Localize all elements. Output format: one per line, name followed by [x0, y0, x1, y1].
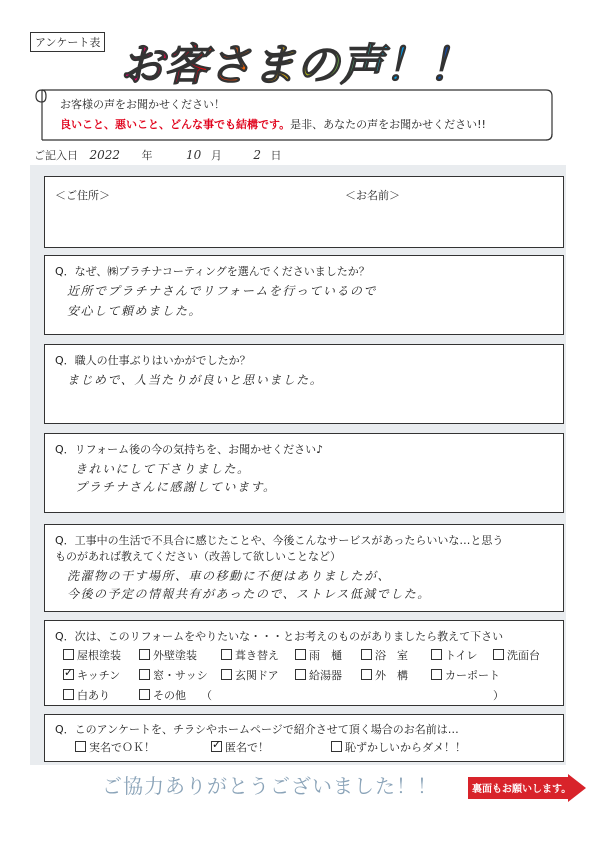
checkbox[interactable] [295, 649, 306, 660]
answer-line: プラチナさんに感謝しています。 [75, 480, 277, 494]
option-label: キッチン [77, 669, 121, 682]
question-box-2 [44, 344, 564, 424]
option-item[interactable] [431, 647, 477, 663]
question-text: Q．なぜ、㈱プラチナコーティングを選んでくださいましたか？ [55, 265, 370, 278]
checkbox-checked[interactable] [63, 669, 74, 680]
answer-line: 安心して頼めました。 [67, 304, 203, 318]
option-label: 恥ずかしいからダメ！！ [345, 741, 466, 754]
question-text: Q．このアンケートを、チラシやホームページで紹介させて頂く場合のお名前は… [55, 723, 459, 736]
date-month: 10 [186, 148, 202, 162]
answer-line: 今後の予定の情報共有があったので、ストレス低減でした。 [67, 587, 431, 601]
checkbox[interactable] [431, 649, 442, 660]
question-box-1 [44, 255, 564, 335]
option-label: 浴 室 [375, 649, 408, 662]
address-label: ＜ご住所＞ [55, 189, 110, 202]
option-item[interactable] [139, 687, 186, 703]
date-row [34, 147, 281, 163]
checkbox[interactable] [139, 689, 150, 700]
option-label: 白あり [77, 689, 110, 702]
info-box [44, 176, 564, 248]
date-day: 2 [253, 148, 261, 162]
checkbox[interactable] [75, 741, 86, 752]
intro-red-text: 良いこと、悪いこと、どんな事でも結構です。 [60, 118, 291, 131]
answer-line: まじめで、人当たりが良いと思いました。 [67, 373, 324, 387]
question-text: Q．工事中の生活で不具合に感じたことや、今後こんなサービスがあったらいいな…と思う [55, 534, 504, 547]
answer-line: 洗濯物の干す場所、車の移動に不便はありましたが、 [67, 569, 392, 583]
option-label: 匿名で！ [225, 741, 269, 754]
option-item[interactable] [139, 667, 208, 683]
publish-box [44, 714, 564, 762]
option-item[interactable] [431, 667, 500, 683]
option-label: 実名でＯＫ！ [89, 741, 155, 754]
option-label: カーポート [445, 669, 500, 682]
option-label: 玄関ドア [235, 669, 279, 682]
checkbox[interactable] [361, 669, 372, 680]
option-item[interactable] [361, 667, 408, 683]
back-label: 裏面もお願いします。 [472, 784, 572, 795]
option-item[interactable] [63, 687, 110, 703]
checkbox[interactable] [221, 649, 232, 660]
question-text: Q．次は、このリフォームをやりたいな・・・とお考えのものがありましたら教えて下さい [55, 630, 504, 643]
checkbox[interactable] [331, 741, 342, 752]
question-text: Q．職人の仕事ぶりはいかがでしたか？ [55, 354, 251, 367]
option-item[interactable] [331, 739, 466, 755]
option-label: 外 構 [375, 669, 408, 682]
answer-line: きれいにして下さりました。 [75, 462, 251, 476]
checkbox-checked[interactable] [211, 741, 222, 752]
date-label: ご記入日 [34, 149, 78, 162]
checkbox[interactable] [221, 669, 232, 680]
option-label: 葺き替え [235, 649, 279, 662]
option-item[interactable] [221, 647, 279, 663]
other-paren-open: （ [201, 689, 212, 702]
title-text: お客さまの声！！ [120, 40, 472, 91]
checkbox[interactable] [361, 649, 372, 660]
name-label: ＜お名前＞ [345, 189, 400, 202]
date-day-unit: 日 [270, 149, 282, 162]
checkbox[interactable] [139, 649, 150, 660]
question-box-4 [44, 524, 564, 612]
option-item[interactable] [75, 739, 155, 755]
option-label: 給湯器 [309, 669, 342, 682]
option-label: 窓・サッシ [153, 669, 208, 682]
date-month-unit: 月 [210, 149, 222, 162]
title-logo [110, 30, 530, 92]
reform-box [44, 620, 564, 706]
checkbox[interactable] [493, 649, 504, 660]
option-label: 屋根塗装 [77, 649, 121, 662]
option-item[interactable] [295, 647, 342, 663]
checkbox[interactable] [63, 689, 74, 700]
option-item[interactable] [361, 647, 408, 663]
intro-scroll [34, 84, 554, 146]
checkbox[interactable] [63, 649, 74, 660]
option-item[interactable] [211, 739, 269, 755]
intro-line-2 [60, 116, 486, 132]
option-item[interactable] [221, 667, 279, 683]
option-item[interactable] [63, 647, 121, 663]
thanks-message: ご協力ありがとうございました！！ [102, 774, 438, 798]
answer-line: 近所でプラチナさんでリフォームを行っているので [67, 284, 377, 298]
option-label: トイレ [445, 649, 478, 662]
intro-tail-text: 是非、あなたの声をお聞かせください!! [290, 118, 486, 131]
date-year-unit: 年 [141, 149, 153, 162]
checkbox[interactable] [295, 669, 306, 680]
question-box-3 [44, 433, 564, 513]
option-item[interactable] [63, 667, 120, 683]
option-item[interactable] [493, 647, 540, 663]
question-text-2: ものがあれば教えてください（改善して欲しいことなど） [55, 550, 341, 563]
checkbox[interactable] [139, 669, 150, 680]
checkbox[interactable] [431, 669, 442, 680]
option-item[interactable] [295, 667, 342, 683]
question-text: Q．リフォーム後の今の気持ちを、お聞かせください♪ [55, 443, 324, 456]
other-paren-close: ） [493, 689, 504, 702]
option-item[interactable] [139, 647, 197, 663]
form-tag: アンケート表 [30, 32, 105, 52]
option-label: 雨 樋 [309, 649, 342, 662]
intro-line-1: お客様の声をお聞かせください！ [60, 98, 225, 111]
option-label: 洗面台 [507, 649, 540, 662]
option-label: その他 [153, 689, 186, 702]
option-label: 外壁塗装 [153, 649, 197, 662]
date-year: 2022 [89, 148, 121, 162]
